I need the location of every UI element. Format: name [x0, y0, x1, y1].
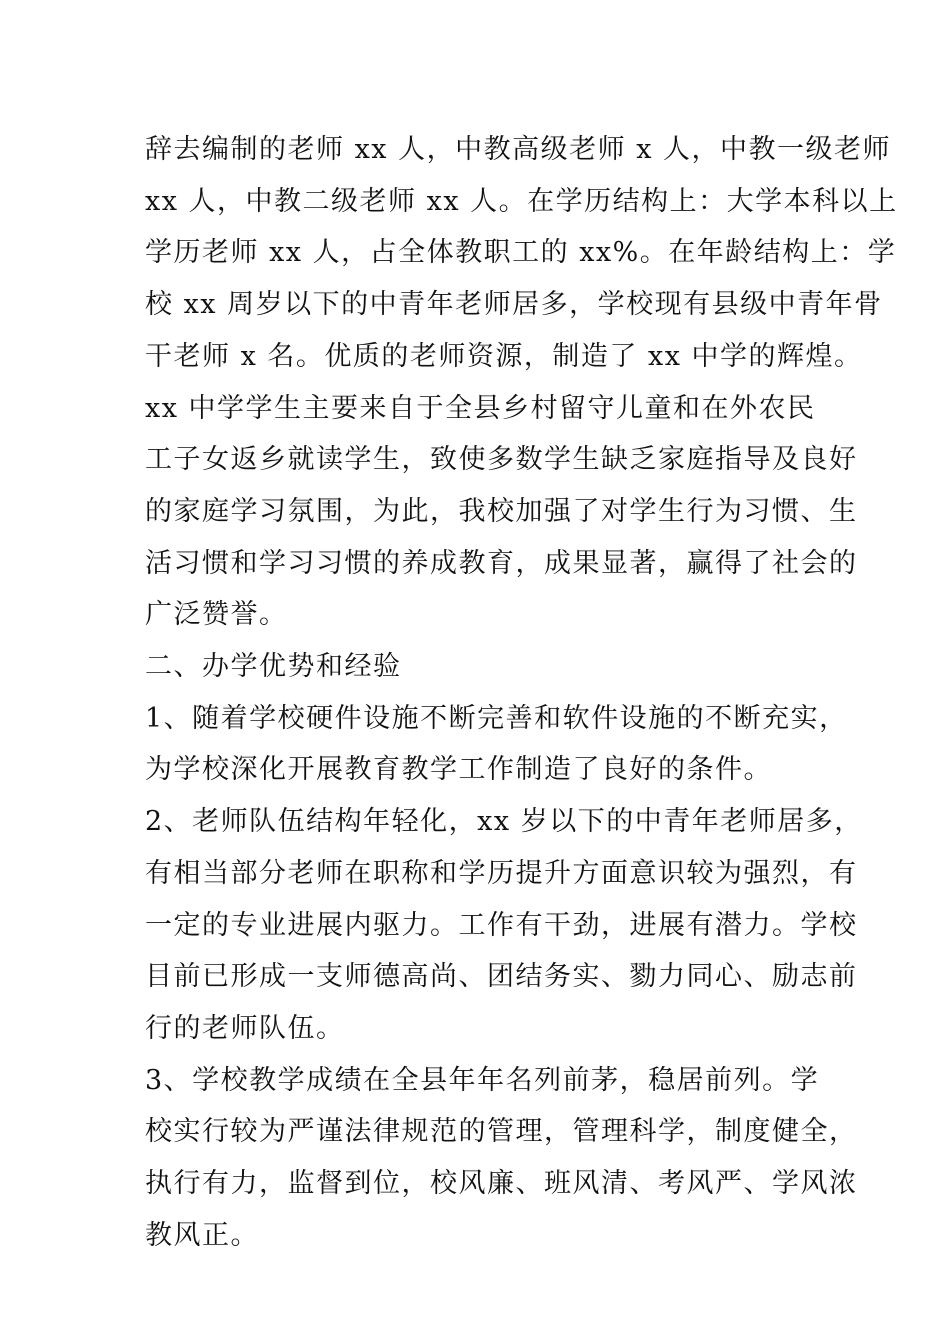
text-line: 工子女返乡就读学生，致使多数学生缺乏家庭指导及良好 [145, 444, 858, 476]
text-line: 执行有力，监督到位，校风廉、班风清、考风严、学风浓 [145, 1168, 858, 1200]
text-line: 广泛赞誉。 [145, 599, 288, 631]
text-line: 一定的专业进展内驱力。工作有干劲，进展有潜力。学校 [145, 909, 858, 941]
text-line: 教风正。 [145, 1219, 259, 1251]
text-line: 干老师 x 名。优质的老师资源，制造了 xx 中学的辉煌。 [145, 340, 863, 372]
text-line: 学历老师 xx 人，占全体教职工的 xx%。在年龄结构上：学 [145, 237, 897, 269]
text-line: 为学校深化开展教育教学工作制造了良好的条件。 [145, 754, 772, 786]
text-line: 校实行较为严谨法律规范的管理，管理科学，制度健全， [145, 1116, 858, 1148]
text-line: 辞去编制的老师 xx 人，中教高级老师 x 人，中教一级老师 [145, 134, 892, 165]
text-line: 2、老师队伍结构年轻化，xx 岁以下的中青年老师居多， [145, 806, 863, 838]
text-line: xx 人，中教二级老师 xx 人。在学历结构上：大学本科以上 [145, 185, 898, 217]
text-line: xx 中学学生主要来自于全县乡村留守儿童和在外农民 [145, 392, 816, 424]
document-body [145, 124, 898, 1261]
text-line: 3、学校教学成绩在全县年年名列前茅，稳居前列。学 [145, 1064, 820, 1096]
section-heading: 二、办学优势和经验 [145, 651, 402, 683]
text-line: 目前已形成一支师德高尚、团结务实、勠力同心、励志前 [145, 961, 858, 993]
text-line: 有相当部分老师在职称和学历提升方面意识较为强烈，有 [145, 857, 858, 889]
text-line: 的家庭学习氛围，为此，我校加强了对学生行为习惯、生 [145, 495, 858, 527]
text-line: 活习惯和学习习惯的养成教育，成果显著，赢得了社会的 [145, 547, 858, 579]
text-line: 1、随着学校硬件设施不断完善和软件设施的不断充实， [145, 702, 848, 734]
text-line: 校 xx 周岁以下的中青年老师居多，学校现有县级中青年骨 [145, 289, 883, 321]
text-line: 行的老师队伍。 [145, 1012, 345, 1044]
